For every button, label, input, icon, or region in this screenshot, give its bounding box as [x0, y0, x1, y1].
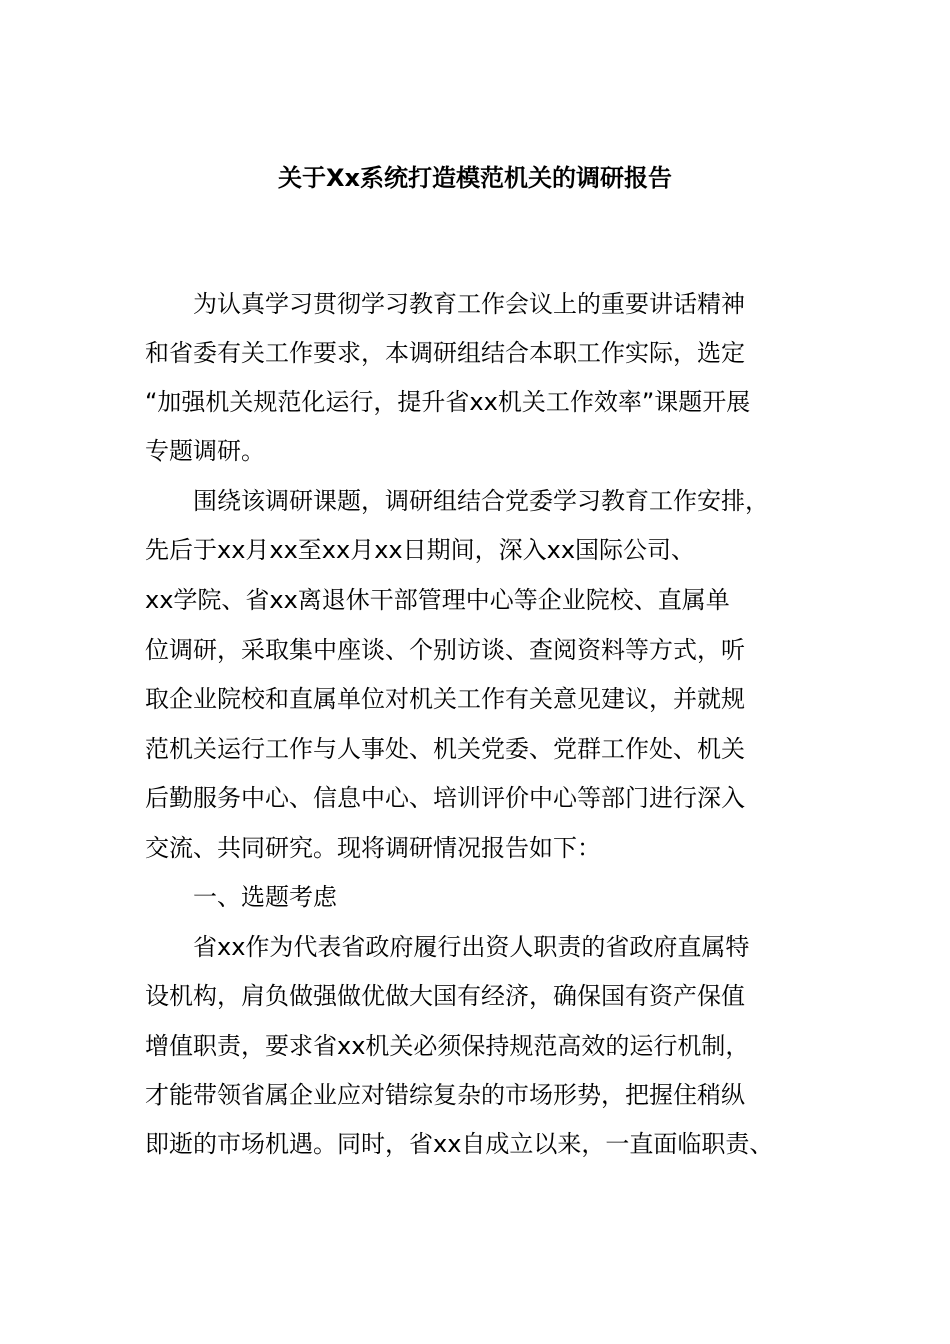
- paragraph-line: 为认真学习贯彻学习教育工作会议上的重要讲话精神: [145, 290, 745, 318]
- document-title: 关于Xx系统打造模范机关的调研报告: [278, 164, 672, 192]
- paragraph-line: 专题调研。: [145, 437, 265, 465]
- paragraph-line: 围绕该调研课题，调研组结合党委学习教育工作安排，: [145, 487, 769, 515]
- paragraph-line: 先后于xx月xx至xx月xx日期间，深入xx国际公司、: [145, 536, 696, 564]
- paragraph-line: 增值职责，要求省xx机关必须保持规范高效的运行机制，: [145, 1032, 750, 1060]
- paragraph-line: 位调研，采取集中座谈、个别访谈、查阅资料等方式，听: [145, 636, 745, 664]
- paragraph-line: 省xx作为代表省政府履行出资人职责的省政府直属特: [145, 933, 750, 961]
- paragraph-line: 才能带领省属企业应对错综复杂的市场形势，把握住稍纵: [145, 1081, 745, 1109]
- paragraph-line: 设机构，肩负做强做优做大国有经济，确保国有资产保值: [145, 982, 745, 1010]
- paragraph-line: 即逝的市场机遇。同时，省xx自成立以来，一直面临职责、: [145, 1130, 774, 1158]
- paragraph-line: “加强机关规范化运行，提升省xx机关工作效率”课题开展: [145, 388, 751, 416]
- paragraph-line: 取企业院校和直属单位对机关工作有关意见建议，并就规: [145, 685, 745, 713]
- paragraph-line: 交流、共同研究。现将调研情况报告如下：: [145, 834, 601, 862]
- paragraph-line: 范机关运行工作与人事处、机关党委、党群工作处、机关: [145, 735, 745, 763]
- paragraph-line: xx学院、省xx离退休干部管理中心等企业院校、直属单: [145, 586, 730, 614]
- section-heading: 一、选题考虑: [145, 883, 337, 911]
- paragraph-line: 和省委有关工作要求，本调研组结合本职工作实际，选定: [145, 339, 745, 367]
- paragraph-line: 后勤服务中心、信息中心、培训评价中心等部门进行深入: [145, 784, 745, 812]
